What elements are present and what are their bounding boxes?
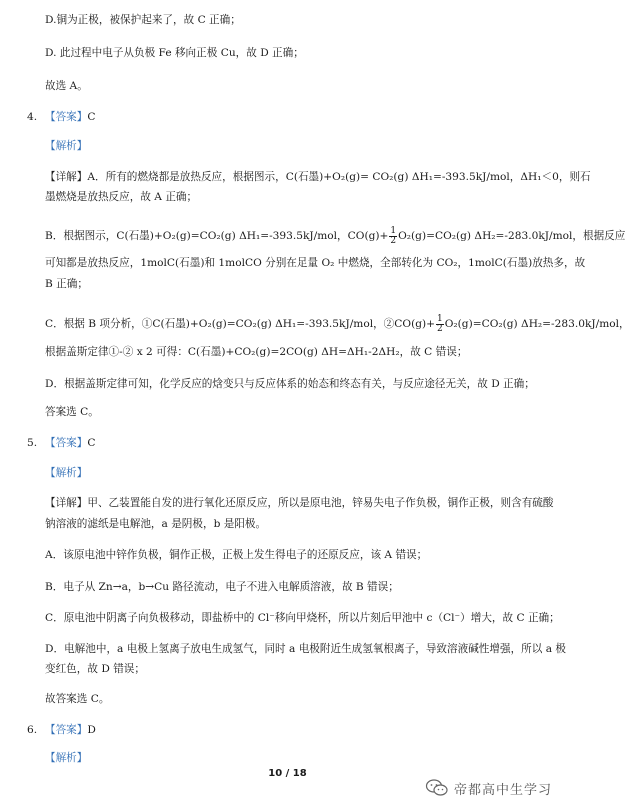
text-segment: B．根据图示，C(石墨)+O₂(g)=CO₂(g) ΔH₁=-393.5kJ/mol，CO(g)+ <box>45 230 389 242</box>
text-line: 墨燃烧是放热反应，故 A 正确； <box>45 191 198 203</box>
text-segment: O₂(g)=CO₂(g) ΔH₂=-283.0kJ/mol，根据反应 <box>398 230 626 242</box>
text-segment: O₂(g)=CO₂(g) ΔH₂=-283.0kJ/mol， <box>444 318 630 330</box>
text-line: 故答案选 C。 <box>45 693 110 705</box>
text-line: B．电子从 Zn→a，b→Cu 路径流动，电子不进入电解质溶液，故 B 错误； <box>45 581 399 593</box>
text-line: A．该原电池中锌作负极，铜作正极，正极上发生得电子的还原反应，该 A 错误； <box>45 549 428 561</box>
answer-tag: 【答案】 <box>45 111 88 123</box>
answer-tag: 【答案】 <box>45 437 88 449</box>
text-line: D.铜为正极，被保护起来了，故 C 正确； <box>45 14 241 26</box>
analysis-tag: 【解析】 <box>45 140 88 152</box>
text-line-with-fraction <box>45 224 626 248</box>
detail-text: A．所有的燃烧都是放热反应，根据图示，C(石墨)+O₂(g)= CO₂(g) ΔH₁=-393.5kJ/mol，ΔH₁＜0，则石 <box>87 171 591 183</box>
answer-line <box>45 110 545 124</box>
detail-line <box>45 170 591 184</box>
fraction-denominator: 2 <box>390 235 397 246</box>
fraction-numerator: 1 <box>390 225 397 236</box>
detail-text: 甲、乙装置能自发的进行氧化还原反应，所以是原电池，锌易失电子作负极，铜作正极，则含有硫酸 <box>87 497 554 509</box>
text-line: D．根据盖斯定律可知，化学反应的焓变只与反应体系的始态和终态有关，与反应途径无关，故 D 正确； <box>45 378 535 390</box>
text-line: 可知都是放热反应，1molC(石墨)和 1molCO 分别在足量 O₂ 中燃烧，全部转化为 CO₂，1molC(石墨)放热多，故 <box>45 257 586 269</box>
text-line: C．原电池中阴离子向负极移动，即盐桥中的 Cl⁻移向甲烧杯，所以片刻后甲池中 c（Cl⁻）增大，故 C 正确； <box>45 612 560 624</box>
text-line: 答案选 C。 <box>45 406 99 418</box>
question-number: 4. <box>27 111 38 123</box>
answer-line <box>45 723 545 737</box>
wechat-icon <box>426 779 448 797</box>
analysis-tag: 【解析】 <box>45 752 88 764</box>
answer-value: C <box>87 437 96 449</box>
watermark-text: 帝都高中生学习 <box>454 782 553 798</box>
text-line: D. 此过程中电子从负极 Fe 移向正极 Cu，故 D 正确； <box>45 47 304 59</box>
question-number: 5. <box>27 437 38 449</box>
fraction <box>436 315 444 334</box>
detail-tag: 【详解】 <box>45 171 88 183</box>
text-line-with-fraction <box>45 312 630 336</box>
text-line: 根据盖斯定律①-② x 2 可得：C(石墨)+CO₂(g)=2CO(g) ΔH=ΔH₁-2ΔH₂，故 C 错误； <box>45 346 468 358</box>
fraction <box>389 227 397 246</box>
detail-tag: 【详解】 <box>45 497 88 509</box>
detail-line <box>45 496 554 510</box>
fraction-numerator: 1 <box>437 313 443 324</box>
answer-value: C <box>87 111 96 123</box>
text-line: B 正确； <box>45 278 88 290</box>
question-number: 6. <box>27 724 38 736</box>
text-line: 故选 A。 <box>45 80 88 92</box>
page-number: 10 / 18 <box>268 768 307 779</box>
fraction-denominator: 2 <box>437 323 443 334</box>
text-line: D．电解池中，a 电极上氢离子放电生成氢气，同时 a 电极附近生成氢氧根离子，导致溶液碱性增强，所以 a 极 <box>45 643 566 655</box>
watermark <box>426 776 566 800</box>
text-line: 钠溶液的滤纸是电解池，a 是阴极，b 是阳极。 <box>45 518 267 530</box>
text-segment: C．根据 B 项分析，①C(石墨)+O₂(g)=CO₂(g) ΔH₁=-393.5kJ/mol，②CO(g)+ <box>45 318 435 330</box>
answer-line <box>45 436 545 450</box>
text-line: 变红色，故 D 错误； <box>45 663 145 675</box>
analysis-tag: 【解析】 <box>45 467 88 479</box>
answer-tag: 【答案】 <box>45 724 88 736</box>
answer-value: D <box>87 724 96 736</box>
